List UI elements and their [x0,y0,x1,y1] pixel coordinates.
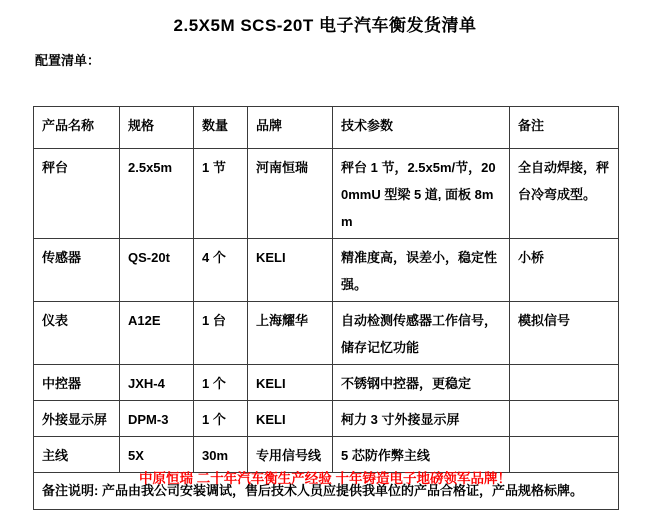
spec-table [33,106,619,510]
column-header-brand: 品牌 [248,107,333,149]
column-header-params: 技术参数 [333,107,510,149]
remarks-note-cell: 备注说明: 产品由我公司安装调试，售后技术人员应提供我单位的产品合格证，产品规格标牌。 [34,473,619,510]
remark-cell [510,365,619,401]
footer-slogan: 中原恒瑞 二十年汽车衡生产经验 十年铸造电子地磅领军品牌！ [138,471,511,486]
column-header-qty: 数量 [194,107,248,149]
params-cell: 秤台 1 节，2.5x5m/节，200mmU 型梁 5 道, 面板 8mm [333,149,510,239]
qty-cell: 4 个 [194,239,248,302]
product-name-cell: 主线 [34,437,120,473]
qty-cell: 30m [194,437,248,473]
column-header-spec: 规格 [120,107,194,149]
product-name-cell: 仪表 [34,302,120,365]
column-header-product: 产品名称 [34,107,120,149]
spec-cell: 5X [120,437,194,473]
qty-cell: 1 个 [194,365,248,401]
brand-cell: KELI [248,401,333,437]
remark-cell: 小桥 [510,239,619,302]
spec-cell: QS-20t [120,239,194,302]
remark-cell: 全自动焊接，秤台冷弯成型。 [510,149,619,239]
params-cell: 柯力 3 寸外接显示屏 [333,401,510,437]
brand-cell: 上海耀华 [248,302,333,365]
brand-cell: KELI [248,239,333,302]
remark-cell [510,401,619,437]
qty-cell: 1 个 [194,401,248,437]
page-title: 2.5X5M SCS-20T 电子汽车衡发货清单 [173,16,477,35]
product-name-cell: 外接显示屏 [34,401,120,437]
brand-cell: 专用信号线 [248,437,333,473]
spec-cell: JXH-4 [120,365,194,401]
table-row [34,401,619,437]
product-name-cell: 秤台 [34,149,120,239]
brand-cell: 河南恒瑞 [248,149,333,239]
remark-cell: 模拟信号 [510,302,619,365]
params-cell: 不锈钢中控器，更稳定 [333,365,510,401]
qty-cell: 1 节 [194,149,248,239]
brand-cell: KELI [248,365,333,401]
section-label: 配置清单： [35,53,101,68]
table-row [34,239,619,302]
spec-cell: 2.5x5m [120,149,194,239]
params-cell: 自动检测传感器工作信号，储存记忆功能 [333,302,510,365]
qty-cell: 1 台 [194,302,248,365]
spec-cell: DPM-3 [120,401,194,437]
table-row [34,302,619,365]
column-header-remark: 备注 [510,107,619,149]
product-name-cell: 传感器 [34,239,120,302]
params-cell: 精准度高，误差小，稳定性强。 [333,239,510,302]
params-cell: 5 芯防作弊主线 [333,437,510,473]
table-row [34,365,619,401]
document-page [0,11,650,498]
table-header-row [34,107,619,149]
table-row [34,149,619,239]
spec-cell: A12E [120,302,194,365]
product-name-cell: 中控器 [34,365,120,401]
